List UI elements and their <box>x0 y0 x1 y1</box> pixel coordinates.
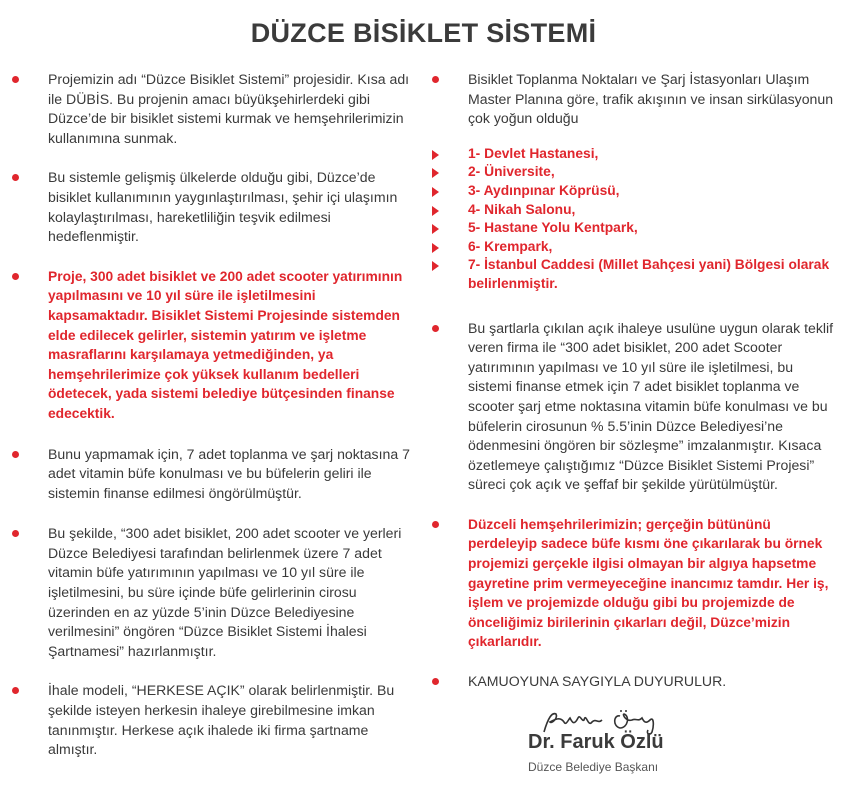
paragraph <box>12 168 417 246</box>
paragraph-text: Düzceli hemşehrilerimizin; gerçeğin bütününü perdeleyip sadece büfe kısmı öne çıkarılarak bu örnek projemizi gerçekle ilgisi olmayan bir algıya hapsetme gayretine prim vermeyeceğine inancımız tamdır. Her iş, işlem ve projemizde olduğu gibi bu projemizde de önceliğimiz birilerinin çıkarları değil, Düzce’mizin çıkarlarıdır. <box>468 516 829 650</box>
paragraph-text: Projemizin adı “Düzce Bisiklet Sistemi” projesidir. Kısa adı ile DÜBİS. Bu projenin amacı büyükşehirlerdeki gibi Düzce’de bir bisiklet sistemi kurmak ve hemşehrilerimizin kullanımına sunmak. <box>48 71 410 146</box>
paragraph-text: KAMUOYUNA SAYGIYLA DUYURULUR. <box>468 673 727 690</box>
paragraph-text: Bu şartlarla çıkılan açık ihaleye usulüne uygun olarak teklif veren firma ile “300 adet bisiklet, 200 adet Scooter yatırımının yapılması ve 10 yıl süre ile işletilmesi, bu sistemi finanse etmek için 7 adet bisiklet toplanma ve scooter şarj etme noktasına vitamin büfe konulması ve bu büfelerin cirosunun % 5.5’inin Düzce Belediyesi’ne ödenmesini öngören bir sözleşme” imzalanmıştır. Kısaca özetlemeye çalıştığımız “Düzce Bisiklet Sistemi Projesi” süreci çok açık ve şeffaf bir şekilde yürütülmüştür. <box>468 319 834 493</box>
paragraph-text: Bisiklet Toplanma Noktaları ve Şarj İstasyonları Ulaşım Master Planına göre, trafik akışının ve insan sirkülasyonun çok yoğun olduğu <box>468 71 834 127</box>
arrow-right-icon <box>432 243 439 253</box>
bullet-dot-icon <box>432 76 439 83</box>
paragraph-text: Bu sistemle gelişmiş ülkelerde olduğu gibi, Düzce’de bisiklet kullanımının yaygınlaştırılması, şehir içi ulaşımın kolaylaştırılması, hareketliliğin teşvik edilmesi hedeflenmiştir. <box>48 169 398 245</box>
bullet-dot-icon <box>12 530 19 537</box>
arrow-right-icon <box>432 224 439 234</box>
paragraph <box>12 70 417 148</box>
paragraph-text: Bunu yapmamak için, 7 adet toplanma ve şarj noktasına 7 adet vitamin büfe konulması ve bu büfelerin geliri ile sistemin finanse edilmesi öngörülmüştür. <box>48 445 410 501</box>
location-list <box>432 145 837 294</box>
location-item: 5- Hastane Yolu Kentpark, <box>468 219 837 238</box>
paragraph-text: Proje, 300 adet bisiklet ve 200 adet scooter yatırımının yapılmasını ve 10 yıl süre ile işletilmesini kapsamaktadır. Bisiklet Sistemi Projesinde sistemden elde edilecek gelirler, sistemin yatırım ve işletme masraflarını karşılamaya yetmediğinden, ya hemşehrilerimize çok yüksek kullanım bedelleri ödetecek, yada sistemi belediye bütçesinden finanse edecektik. <box>48 268 403 421</box>
paragraph <box>432 319 837 495</box>
paragraph-text: İhale modeli, “HERKESE AÇIK” olarak belirlenmiştir. Bu şekilde isteyen herkesin ihaleye girebilmesine imkan tanınmıştır. Herkese açık ihalede iki firma şartname almıştır. <box>48 682 395 758</box>
paragraph <box>12 445 417 504</box>
closing-statement <box>432 672 837 692</box>
paragraph <box>12 681 417 759</box>
bullet-dot-icon <box>12 76 19 83</box>
bullet-dot-icon <box>12 174 19 181</box>
bullet-dot-icon <box>12 687 19 694</box>
paragraph-highlighted <box>12 267 417 424</box>
arrow-right-icon <box>432 261 439 271</box>
paragraph <box>432 70 837 129</box>
location-item: 2- Üniversite, <box>468 163 837 182</box>
bullet-dot-icon <box>432 678 439 685</box>
location-item: 6- Krempark, <box>468 238 837 257</box>
left-column <box>12 70 417 760</box>
arrow-right-icon <box>432 150 439 160</box>
bullet-dot-icon <box>432 325 439 332</box>
signatory-role: Düzce Belediye Başkanı <box>528 760 659 774</box>
location-item: 1- Devlet Hastanesi, <box>468 145 837 164</box>
arrow-right-icon <box>432 206 439 216</box>
paragraph-highlighted <box>432 515 837 652</box>
location-item: 7- İstanbul Caddesi (Millet Bahçesi yani) Bölgesi olarak belirlenmiştir. <box>468 256 837 293</box>
paragraph <box>12 524 417 661</box>
location-item: 3- Aydınpınar Köprüsü, <box>468 182 837 201</box>
bullet-dot-icon <box>12 273 19 280</box>
paragraph-text: Bu şekilde, “300 adet bisiklet, 200 adet scooter ve yerleri Düzce Belediyesi tarafından belirlenmek üzere 7 adet vitamin büfe yatırımının yapılması ve 10 yıl süre ile işletilmesini, bu süre içinde büfe gelirlerinin cirosu üzerinden en az yüzde 5’inin Düzce Belediyesine verilmesini” öngören “Düzce Bisiklet Sistemi İhalesi Şartnamesi” hazırlanmıştır. <box>48 525 402 659</box>
bullet-dot-icon <box>432 521 439 528</box>
signatory-name: Dr. Faruk Özlü <box>528 731 664 753</box>
page-title: DÜZCE BİSİKLET SİSTEMİ <box>250 18 597 48</box>
arrow-right-icon <box>432 187 439 197</box>
location-item: 4- Nikah Salonu, <box>468 201 837 220</box>
bullet-dot-icon <box>12 451 19 458</box>
right-column <box>432 70 837 692</box>
arrow-right-icon <box>432 168 439 178</box>
